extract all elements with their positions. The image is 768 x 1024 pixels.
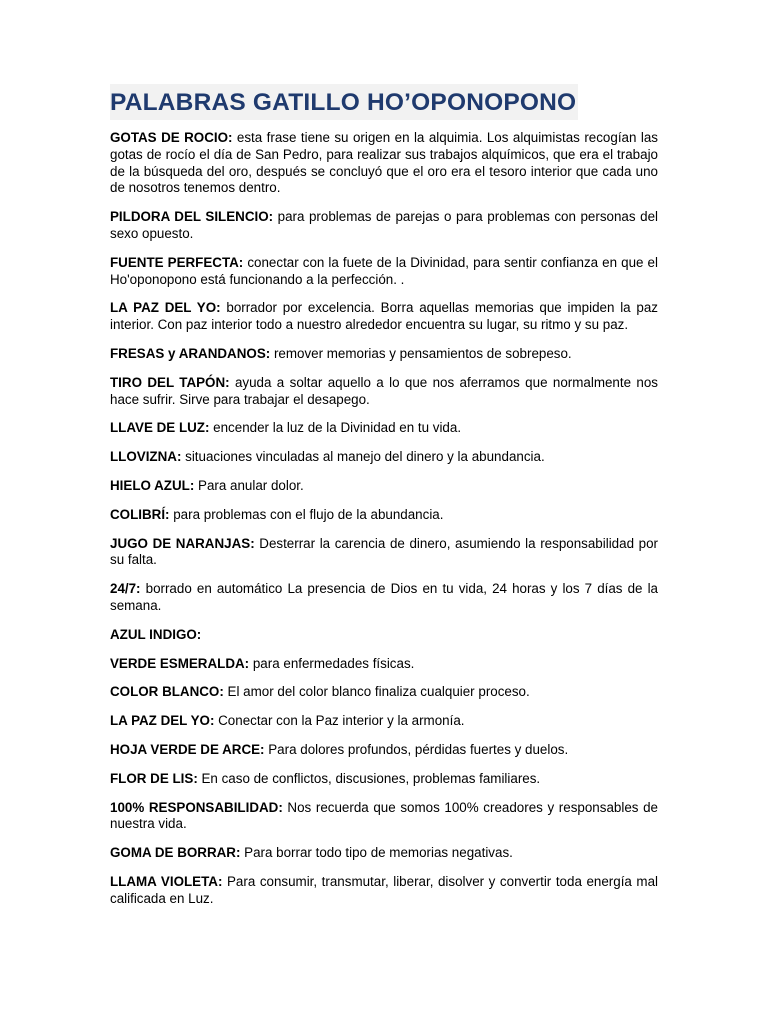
entry-term: COLOR BLANCO:: [110, 684, 224, 700]
entry-term: TIRO DEL TAPÓN:: [110, 374, 230, 390]
entry-description: situaciones vinculadas al manejo del dinero y la abundancia.: [181, 449, 545, 465]
entry-paragraph: [110, 800, 658, 834]
entry-term: FRESAS y ARANDANOS:: [110, 345, 271, 361]
entry-term: AZUL INDIGO:: [110, 626, 202, 642]
entry-term: GOMA DE BORRAR:: [110, 845, 241, 861]
entry-description: Para dolores profundos, pérdidas fuertes y duelos.: [264, 741, 569, 757]
entry-paragraph: [110, 581, 658, 615]
entry-description: borrador por excelencia. Borra aquellas memorias que impiden la paz interior. Con paz interior todo a nuestro alrededor encuentra su lugar, su ritmo y su paz.: [110, 300, 658, 333]
entry-description: Para anular dolor.: [194, 477, 304, 493]
entry-term: JUGO DE NARANJAS:: [110, 535, 255, 551]
entry-description: conectar con la fuete de la Divinidad, para sentir confianza en que el Ho'oponopono está funcionando a la perfección. .: [110, 254, 658, 287]
entry-term: PILDORA DEL SILENCIO:: [110, 209, 274, 225]
entry-term: VERDE ESMERALDA:: [110, 655, 250, 671]
entry-paragraph: [110, 346, 658, 363]
entry-description: para problemas de parejas o para problemas con personas del sexo opuesto.: [110, 209, 658, 241]
entry-paragraph: [110, 627, 658, 644]
entry-paragraph: [110, 713, 658, 730]
entry-term: LLOVIZNA:: [110, 449, 182, 465]
entry-description: Para consumir, transmutar, liberar, disolver y convertir toda energía mal calificada en Luz.: [110, 873, 659, 906]
entry-paragraph: [110, 656, 658, 673]
entry-paragraph: [110, 771, 658, 788]
entry-term: LA PAZ DEL YO:: [110, 300, 221, 316]
document-title: PALABRAS GATILLO HO’OPONOPONO: [110, 84, 578, 120]
entry-paragraph: [110, 684, 658, 701]
entry-paragraph: [110, 536, 658, 570]
entry-paragraph: [110, 420, 658, 437]
entry-paragraph: [110, 209, 658, 243]
document-page: [110, 84, 658, 920]
entry-paragraph: [110, 300, 658, 334]
entry-description: remover memorias y pensamientos de sobrepeso.: [270, 345, 572, 361]
entry-term: 24/7:: [110, 581, 141, 597]
entry-description: ayuda a soltar aquello a lo que nos aferramos que normalmente nos hace sufrir. Sirve para trabajar el desapego.: [110, 374, 658, 407]
entry-paragraph: [110, 255, 658, 289]
entry-description: borrado en automático La presencia de Dios en tu vida, 24 horas y los 7 días de la semana.: [110, 581, 658, 613]
entry-term: GOTAS DE ROCIO:: [110, 130, 233, 145]
entry-term: LA PAZ DEL YO:: [110, 713, 215, 729]
entry-description: Nos recuerda que somos 100% creadores y responsables de nuestra vida.: [110, 799, 658, 832]
entry-list: [110, 130, 658, 908]
entry-term: LLAVE DE LUZ:: [110, 420, 210, 436]
entry-description: El amor del color blanco finaliza cualquier proceso.: [223, 684, 530, 700]
entry-description: encender la luz de la Divinidad en tu vida.: [209, 420, 462, 436]
entry-term: HIELO AZUL:: [110, 477, 195, 493]
entry-paragraph: [110, 845, 658, 862]
entry-description: Conectar con la Paz interior y la armonía.: [214, 713, 465, 729]
entry-term: COLIBRÍ:: [110, 506, 170, 522]
entry-term: FLOR DE LIS:: [110, 770, 198, 786]
entry-paragraph: [110, 130, 658, 197]
entry-description: para enfermedades físicas.: [249, 655, 415, 671]
entry-paragraph: [110, 478, 658, 495]
entry-paragraph: [110, 375, 658, 409]
entry-description: esta frase tiene su origen en la alquimia. Los alquimistas recogían las gotas de rocío el día de San Pedro, para realizar sus trabajos alquímicos, que era el trabajo de la búsqueda del oro, después se concluyó que el oro era el tesoro interior que cada uno de nosotros tenemos dentro.: [110, 130, 658, 196]
entry-term: FUENTE PERFECTA:: [110, 254, 244, 270]
entry-description: En caso de conflictos, discusiones, problemas familiares.: [197, 770, 541, 786]
entry-term: LLAMA VIOLETA:: [110, 873, 223, 889]
entry-paragraph: [110, 507, 658, 524]
entry-paragraph: [110, 449, 658, 466]
entry-paragraph: [110, 874, 658, 908]
entry-term: HOJA VERDE DE ARCE:: [110, 741, 265, 757]
entry-description: Desterrar la carencia de dinero, asumiendo la responsabilidad por su falta.: [110, 535, 658, 568]
entry-term: 100% RESPONSABILIDAD:: [110, 799, 283, 815]
entry-description: para problemas con el flujo de la abundancia.: [169, 506, 444, 522]
entry-paragraph: [110, 742, 658, 759]
entry-description: Para borrar todo tipo de memorias negativas.: [240, 845, 513, 861]
